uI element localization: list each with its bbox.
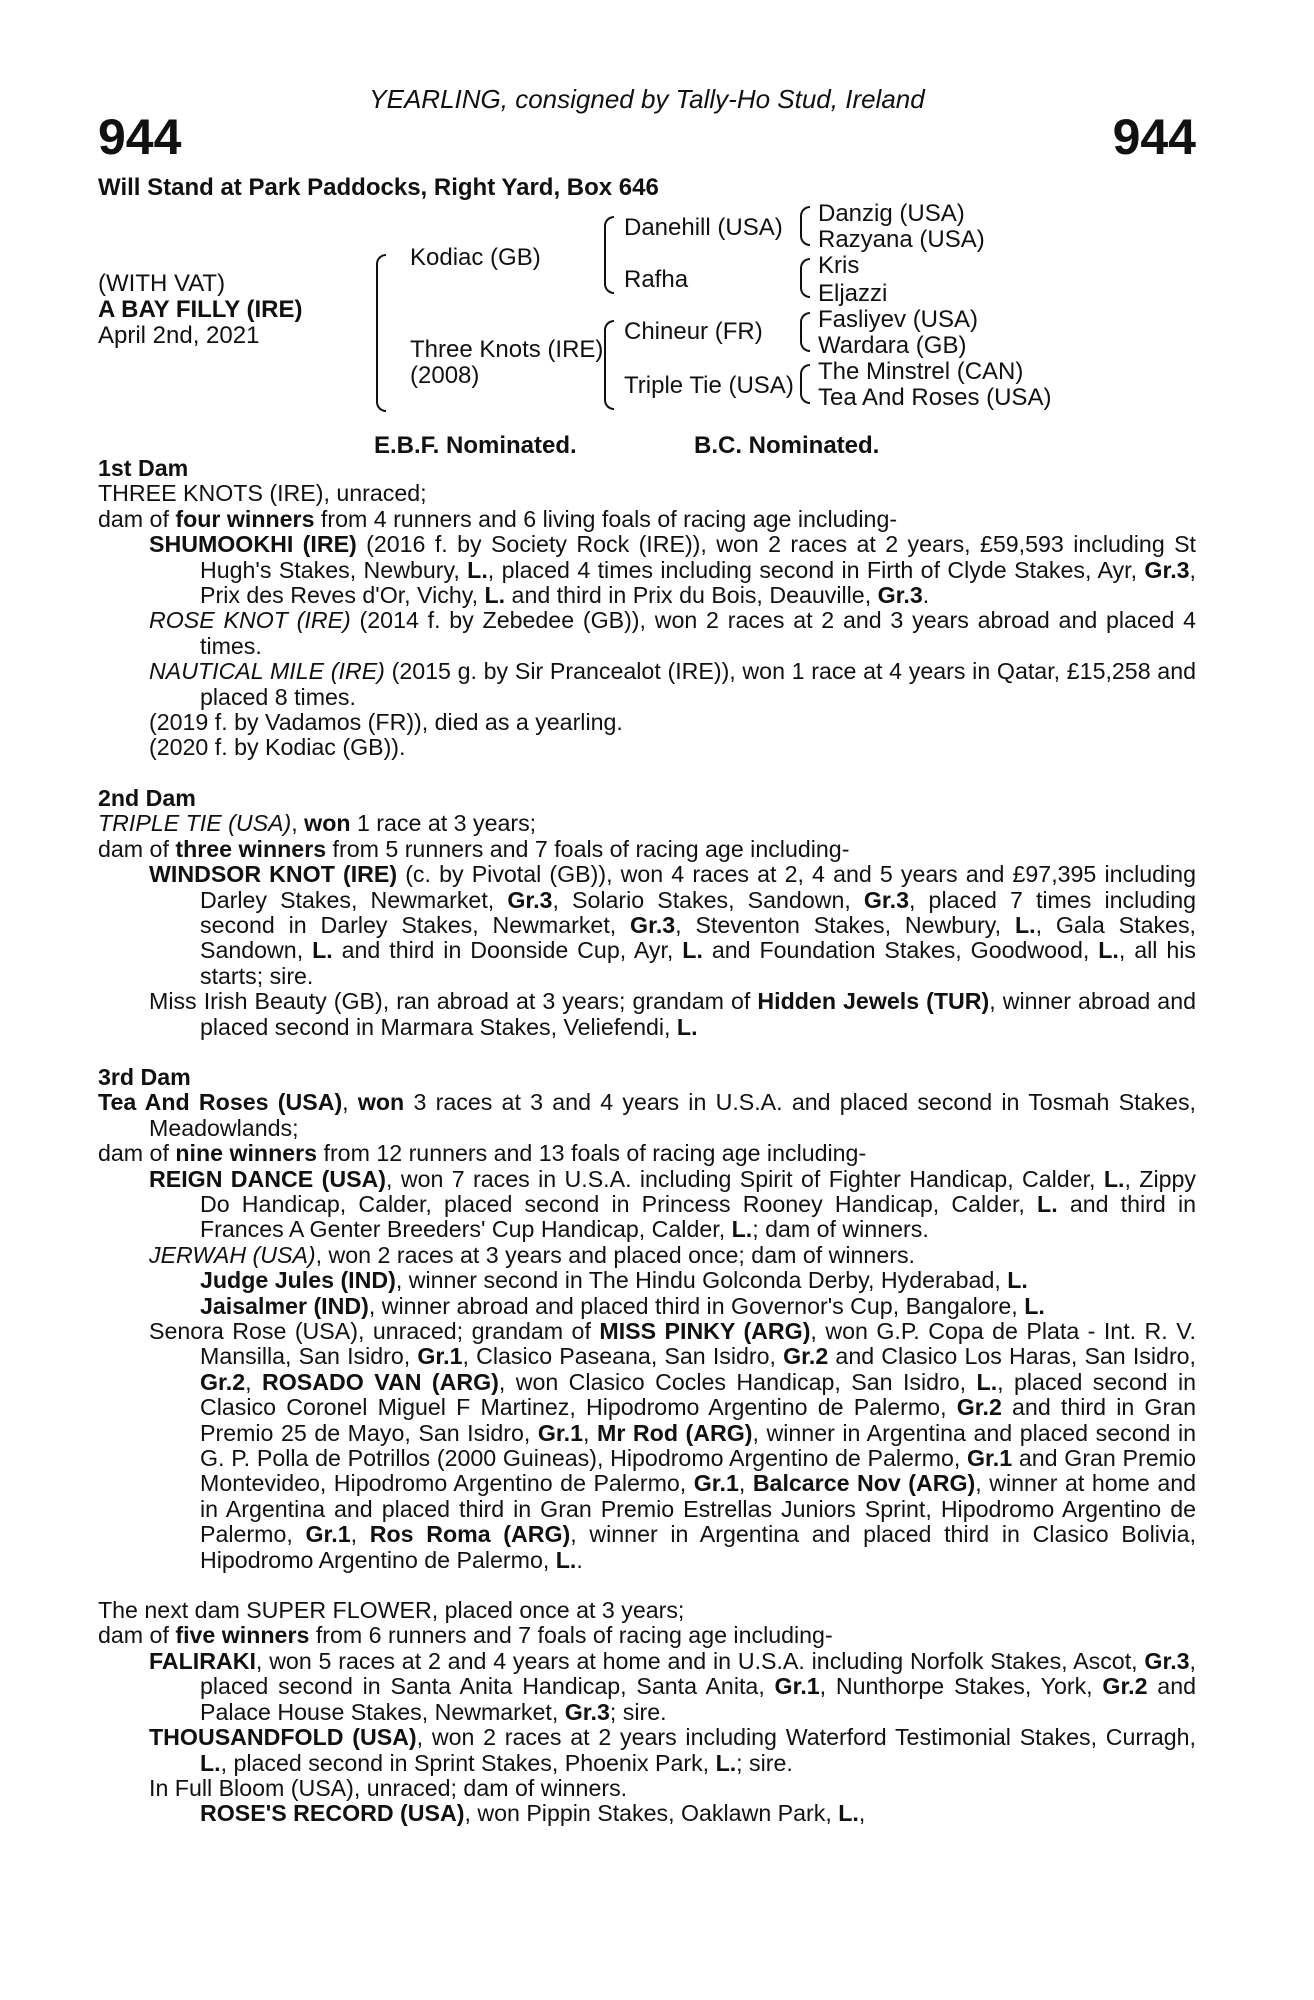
sire-dam: Rafha bbox=[624, 266, 689, 293]
next-dam-intro: The next dam SUPER FLOWER, placed once at 3 years; bbox=[98, 1597, 685, 1624]
lot-number-right: 944 bbox=[1112, 109, 1196, 165]
second-dam-heading: 2nd Dam bbox=[98, 784, 196, 811]
produce-entry: REIGN DANCE (USA), won 7 races in U.S.A. including Spirit of Fighter Handicap, Calder, L., Zippy Do Handicap, Calder, placed second in Princess Rooney Handicap, Calder, L. and third in Frances A Genter Breeders' Cup Handicap, Calder, L.; dam of winners. bbox=[149, 1165, 1196, 1243]
pedigree-brace bbox=[800, 312, 810, 352]
ancestor-6: Wardara (GB) bbox=[818, 332, 967, 359]
ancestor-5: Fasliyev (USA) bbox=[818, 306, 979, 333]
sire-sire: Danehill (USA) bbox=[624, 214, 783, 241]
produce-entry: Jaisalmer (IND), winner abroad and placed third in Governor's Cup, Bangalore, L. bbox=[200, 1292, 1045, 1319]
first-dam-heading: 1st Dam bbox=[98, 455, 189, 481]
dam-sire: Chineur (FR) bbox=[624, 318, 763, 345]
pedigree-notes bbox=[98, 456, 1196, 1827]
horse-name: A BAY FILLY (IRE) bbox=[98, 296, 303, 323]
stand-location: Will Stand at Park Paddocks, Right Yard, Box 646 bbox=[98, 174, 659, 201]
pedigree-brace bbox=[604, 216, 614, 294]
produce-entry: ROSE'S RECORD (USA), won Pippin Stakes, Oaklawn Park, L., bbox=[200, 1800, 866, 1827]
first-dam-intro: THREE KNOTS (IRE), unraced; bbox=[98, 480, 427, 507]
pedigree-brace bbox=[604, 320, 614, 410]
produce-entry: FALIRAKI, won 5 races at 2 and 4 years at home and in U.S.A. including Norfolk Stakes, Ascot, Gr.3, placed second in Santa Anita Handicap, Santa Anita, Gr.1, Nunthorpe Stakes, York, Gr.2 and Palace House Stakes, Newmarket, Gr.3; sire. bbox=[149, 1647, 1196, 1725]
dam-dam: Triple Tie (USA) bbox=[624, 372, 794, 399]
dam-year: (2008) bbox=[410, 362, 480, 389]
third-dam-intro: Tea And Roses (USA), won 3 races at 3 and 4 years in U.S.A. and placed second in Tosmah Stakes, Meadowlands; bbox=[98, 1089, 1196, 1141]
produce-entry: JERWAH (USA), won 2 races at 3 years and placed once; dam of winners. bbox=[149, 1241, 915, 1268]
pedigree-brace bbox=[800, 258, 810, 298]
bc-nominated: B.C. Nominated. bbox=[694, 432, 880, 459]
sire-name: Kodiac (GB) bbox=[410, 244, 541, 271]
lot-number-left: 944 bbox=[98, 109, 182, 165]
third-dam-heading: 3rd Dam bbox=[98, 1063, 191, 1090]
foaling-date: April 2nd, 2021 bbox=[98, 322, 260, 349]
produce-entry: (2019 f. by Vadamos (FR)), died as a yearling. bbox=[149, 709, 623, 736]
produce-entry: THOUSANDFOLD (USA), won 2 races at 2 years including Waterford Testimonial Stakes, Curragh, L., placed second in Sprint Stakes, Phoenix Park, L.; sire. bbox=[149, 1724, 1196, 1776]
second-dam-produce-summary: dam of three winners from 5 runners and 7 foals of racing age including- bbox=[98, 835, 850, 862]
produce-entry: (2020 f. by Kodiac (GB)). bbox=[149, 734, 406, 761]
pedigree-brace bbox=[376, 254, 386, 412]
produce-entry: In Full Bloom (USA), unraced; dam of winners. bbox=[149, 1774, 628, 1801]
produce-entry: SHUMOOKHI (IRE) (2016 f. by Society Rock (IRE)), won 2 races at 2 years, £59,593 including St Hugh's Stakes, Newbury, L., placed 4 times including second in Firth of Clyde Stakes, Ayr, Gr.3, Prix des Reves d'Or, Vichy, L. and third in Prix du Bois, Deauville, Gr.3. bbox=[149, 531, 1197, 609]
produce-entry: NAUTICAL MILE (IRE) (2015 g. by Sir Prancealot (IRE)), won 1 race at 4 years in Qatar, £15,258 and placed 8 times. bbox=[149, 658, 1196, 710]
produce-entry: ROSE KNOT (IRE) (2014 f. by Zebedee (GB)), won 2 races at 2 and 3 years abroad and placed 4 times. bbox=[149, 607, 1197, 659]
produce-entry: Miss Irish Beauty (GB), ran abroad at 3 years; grandam of Hidden Jewels (TUR), winner abroad and placed second in Marmara Stakes, Veliefendi, L. bbox=[149, 988, 1196, 1040]
produce-entry: WINDSOR KNOT (IRE) (c. by Pivotal (GB)), won 4 races at 2, 4 and 5 years and £97,395 including Darley Stakes, Newmarket, Gr.3, Solario Stakes, Sandown, Gr.3, placed 7 times including second in Darley Stakes, Newmarket, Gr.3, Steventon Stakes, Newbury, L., Gala Stakes, Sandown, L. and third in Doonside Cup, Ayr, L. and Foundation Stakes, Goodwood, L., all his starts; sire. bbox=[149, 861, 1196, 989]
ancestor-1: Danzig (USA) bbox=[818, 200, 965, 227]
first-dam-produce-summary: dam of four winners from 4 runners and 6 living foals of racing age including- bbox=[98, 505, 898, 532]
next-dam-produce-summary: dam of five winners from 6 runners and 7 foals of racing age including- bbox=[98, 1622, 833, 1649]
pedigree-brace bbox=[800, 206, 810, 246]
ancestor-7: The Minstrel (CAN) bbox=[818, 358, 1024, 385]
produce-entry: Senora Rose (USA), unraced; grandam of MISS PINKY (ARG), won G.P. Copa de Plata - Int. R. V. Mansilla, San Isidro, Gr.1, Clasico Paseana, San Isidro, Gr.2 and Clasico Los Haras, San Isidro, Gr.2, ROSADO VAN (ARG), won Clasico Cocles Handicap, San Isidro, L., placed second in Clasico Coronel Miguel F Martinez, Hipodromo Argentino de Palermo, Gr.2 and third in Gran Premio 25 de Mayo, San Isidro, Gr.1, Mr Rod (ARG), winner in Argentina and placed second in G. P. Polla de Potrillos (2000 Guineas), Hipodromo Argentino de Palermo, Gr.1 and Gran Premio Montevideo, Hipodromo Argentino de Palermo, Gr.1, Balcarce Nov (ARG), winner at home and in Argentina and placed third in Gran Premio Estrellas Juniors Sprint, Hipodromo Argentino de Palermo, Gr.1, Ros Roma (ARG), winner in Argentina and placed third in Clasico Bolivia, Hipodromo Argentino de Palermo, L.. bbox=[149, 1318, 1197, 1573]
third-dam-produce-summary: dam of nine winners from 12 runners and 13 foals of racing age including- bbox=[98, 1140, 867, 1167]
dam-name: Three Knots (IRE) bbox=[410, 336, 604, 363]
pedigree-table bbox=[98, 200, 1196, 428]
produce-entry: Judge Jules (IND), winner second in The Hindu Golconda Derby, Hyderabad, L. bbox=[200, 1267, 1028, 1294]
ebf-nominated: E.B.F. Nominated. bbox=[374, 432, 577, 459]
ancestor-8: Tea And Roses (USA) bbox=[818, 384, 1052, 411]
consignment-line: YEARLING, consigned by Tally-Ho Stud, Ireland bbox=[369, 84, 925, 114]
ancestor-4: Eljazzi bbox=[818, 280, 888, 307]
ancestor-2: Razyana (USA) bbox=[818, 226, 985, 253]
pedigree-brace bbox=[800, 364, 810, 404]
vat-label: (WITH VAT) bbox=[98, 270, 226, 297]
ancestor-3: Kris bbox=[818, 252, 860, 279]
second-dam-intro: TRIPLE TIE (USA), won 1 race at 3 years; bbox=[98, 810, 537, 837]
